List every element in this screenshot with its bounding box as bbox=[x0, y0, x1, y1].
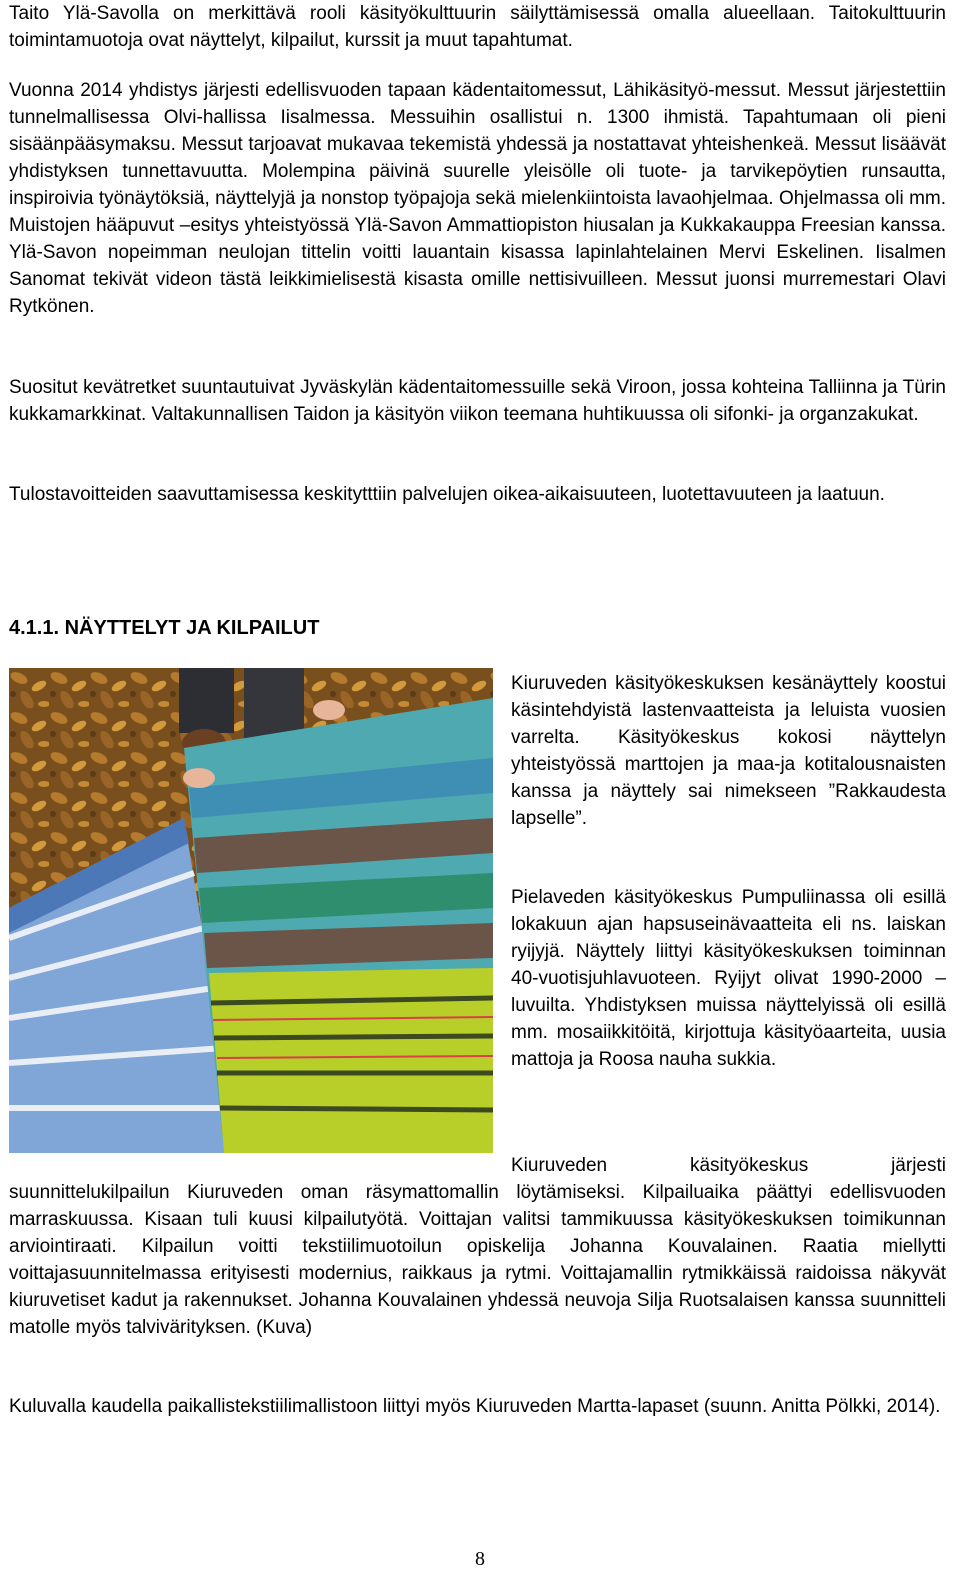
kilpailu-lead-line: Kiuruveden käsityökeskus järjesti bbox=[511, 1155, 946, 1176]
page-number: 8 bbox=[475, 1548, 485, 1570]
martta-lapaset-paragraph: Kuluvalla kaudella paikallistekstiilimallistoon liittyi myös Kiuruveden Martta-lapaset (suunn. Anitta Pölkki, 2014). bbox=[9, 1396, 941, 1417]
rug-photo bbox=[9, 668, 493, 1153]
tulostavoitteet-paragraph: Tulostavoitteiden saavuttamisessa keskitytttiin palvelujen oikea-aikaisuuteen, luotettavuuteen ja laatuun. bbox=[9, 484, 885, 505]
pielavesi-paragraph: Pielaveden käsityökeskus Pumpuliinassa oli esillä lokakuun ajan hapsuseinävaatteita eli ns. laiskan ryijyjä. Näyttely liittyi käsityökeskuksen toiminnan 40-vuotisjuhlavuoteen. Ryijyt olivat 1990-2000 –luvuilta. Yhdistyksen muissa näyttelyissä oli esillä mm. mosaiikkitöitä, kirjottuja käsityöaarteita, uusia mattoja ja Roosa nauha sukkia. bbox=[511, 887, 946, 1070]
kevatretket-paragraph: Suositut kevätretket suuntautuivat Jyväskylän kädentaitomessuille sekä Viroon, jossa kohteina Talliinna ja Türin kukkamarkkinat. Valtakunnallisen Taidon ja käsityön viikon teemana huhtikuussa oli sifonki- ja organzakukat. bbox=[9, 377, 946, 425]
section-heading: 4.1.1. NÄYTTELYT JA KILPAILUT bbox=[9, 617, 320, 639]
messut-paragraph: Vuonna 2014 yhdistys järjesti edellisvuoden tapaan kädentaitomessut, Lähikäsityö-messut. Messut järjestettiin tunnelmallisessa Olvi-hallissa Iisalmessa. Messuihin osallistui n. 1300 ihmistä. Tapahtumaan oli pieni sisäänpääsymaksu. Messut tarjoavat mukavaa tekemistä yhdessä ja nostattavat yhteishenkeä. Messut lisäävät yhdistyksen tunnettavuutta. Molempina päivinä suurelle yleisölle oli tuote- ja tarvikepöytien runsautta, inspiroivia työnäytöksiä, näyttelyjä ja nonstop työpajoja sekä mielenkiintoista lavaohjelmaa. Ohjelmassa oli mm. Muistojen hääpuvut –esitys yhteistyössä Ylä-Savon Ammattiopiston hiusalan ja Kukkakauppa Freesian kanssa. Ylä-Savon nopeimman neulojan tittelin voitti lauantain kisassa lapinlahtelainen Mervi Eskelinen. Iisalmen Sanomat tekivät videon tästä leikkimielisestä kisasta omille nettisivuilleen. Messut juonsi murremestari Olavi Rytkönen. bbox=[9, 80, 946, 317]
kesanayttely-paragraph: Kiuruveden käsityökeskuksen kesänäyttely koostui käsintehdyistä lastenvaatteista ja leluista vuosien varrelta. Käsityökeskus kokosi näyttelyn yhteistyössä marttojen ja maa-ja kotitalousnaisten kanssa ja näyttely sai nimekseen ”Rakkaudesta lapselle”. bbox=[511, 673, 946, 829]
rug-photo-illustration bbox=[9, 668, 493, 1153]
kilpailu-body: suunnittelukilpailun Kiuruveden oman räsymattomallin löytämiseksi. Kilpailuaika päättyi edellisvuoden marraskuussa. Kisaan tuli kuusi kilpailutyötä. Voittajan valitsi tammikuussa käsityökeskuksen toimikunnan arviointiraati. Kilpailun voitti tekstiilimuotoilun opiskelija Johanna Kouvalainen. Raatia miellytti voittajasuunnitelmassa erityisesti modernius, raikkaus ja rytmi. Voittajamallin rytmikkäissä raidoissa näkyvät kiuruvetiset kadut ja rakennukset. Johanna Kouvalainen yhdessä neuvoja Silja Ruotsalaisen kanssa suunnitteli matolle myös talvivärityksen. (Kuva) bbox=[9, 1182, 946, 1338]
intro-paragraph: Taito Ylä-Savolla on merkittävä rooli käsityökulttuurin säilyttämisessä omalla alueellaan. Taitokulttuurin toimintamuotoja ovat näyttelyt, kilpailut, kurssit ja muut tapahtumat. bbox=[9, 3, 946, 51]
